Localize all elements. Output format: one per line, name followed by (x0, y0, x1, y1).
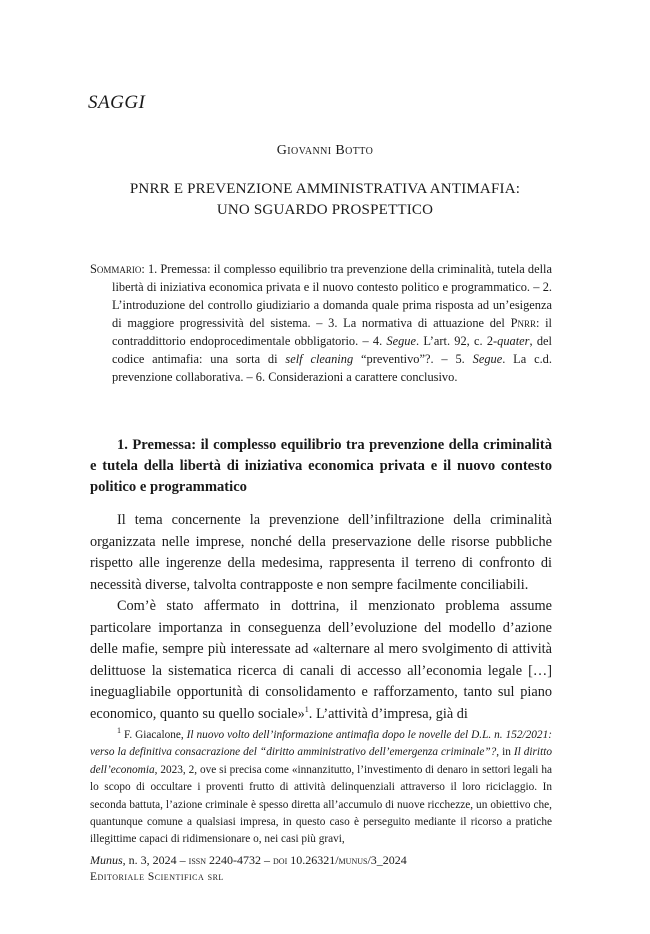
footnote-text: $^1$ F. Giacalone, Il nuovo volto dell’informazione antimafia dopo le novelle del D.L. n. 152/2021: verso la definitiva consacrazione del “diritto amministrativo dell’emergenza criminale”?, in Il diritto dell’economia, 2023, 2, ove si precisa come «innanzitutto, l’investimento di denaro in settori legali ha lo scopo di occultare i proventi frutto di attività delinquenziali attraverso il loro riciclaggio. In seconda battuta, l’azione criminale è spesso diretta all’accumulo di nuove ricchezze, un obiettivo che, quantunque comune a qualsiasi impresa, in questo caso è perseguito mediante il ricorso a pratiche illegittime capaci di ridimensionare o, nei casi più gravi, (90, 726, 552, 846)
summary-label: Sommario (90, 262, 142, 276)
title-line: PNRR E PREVENZIONE AMMINISTRATIVA ANTIMAFIA: (129, 181, 521, 197)
summary (90, 260, 552, 386)
journal-name: Munus (90, 853, 123, 867)
body-text (90, 510, 552, 725)
author-name: Giovanni Botto (276, 143, 374, 158)
section-heading-text: 1. Premessa: il complesso equilibrio tra prevenzione della criminalità e tutela della libertà di iniziativa economica privata e il nuovo contesto politico e programmatico (90, 437, 552, 495)
section-label: SAGGI (88, 92, 146, 113)
paragraph: Il tema concernente la prevenzione dell’infiltrazione della criminalità organizzata nelle imprese, nonché della preservazione delle risorse pubbliche rispetto alle ingerenze della medesima, rappresenta il terreno di confronto di necessità diverse, talvolta contrapposte e non sempre facilmente conciliabili. (90, 512, 552, 593)
pnrr-acronym: Pnrr (510, 316, 536, 330)
article-title (90, 179, 560, 221)
citation-footer: Munus, n. 3, 2024 – issn 2240-4732 – doi 10.26321/munus/3_2024 (90, 853, 407, 867)
issn-doi: issn 2240-4732 – doi 10.26321/munus/3_2024 (188, 853, 407, 867)
summary-text: Sommario: 1. Premessa: il complesso equilibrio tra prevenzione della criminalità, tutela della libertà di iniziativa economica privata e il nuovo contesto politico e programmatico. – 2. L’introduzione del controllo giudiziario a domanda quale prima risposta ad un’esigenza di maggiore progressività del sistema. – 3. La normativa di attuazione del Pnrr: il contraddittorio endoprocedimentale obbligatorio. – 4. Segue. L’art. 92, c. 2-quater, del codice antimafia: una sorta di self cleaning “preventivo”?. – 5. Segue. La c.d. prevenzione collaborativa. – 6. Considerazioni a carattere conclusivo. (90, 262, 552, 384)
paragraph: Com’è stato affermato in dottrina, il menzionato problema assume particolare importanza in conseguenza dell’evoluzione del modello d’azione delle mafie, sempre più interessate ad «alternare al mero svolgimento di attività delittuose la sistematica ricerca di canali di accesso all’economia legale […] ineguagliabile opportunità di consolidamento e rafforzamento, tanto sul piano economico, quanto su quello sociale»$^1$. L’attività d’impresa, già di (90, 598, 552, 722)
footnote-number: 1 (117, 726, 121, 736)
publisher: Editoriale Scientifica srl (90, 871, 224, 883)
footnote-ref[interactable]: 1 (304, 704, 309, 714)
footnote (90, 727, 552, 849)
title-line: UNO SGUARDO PROSPETTICO (216, 202, 434, 218)
section-heading (90, 435, 552, 498)
